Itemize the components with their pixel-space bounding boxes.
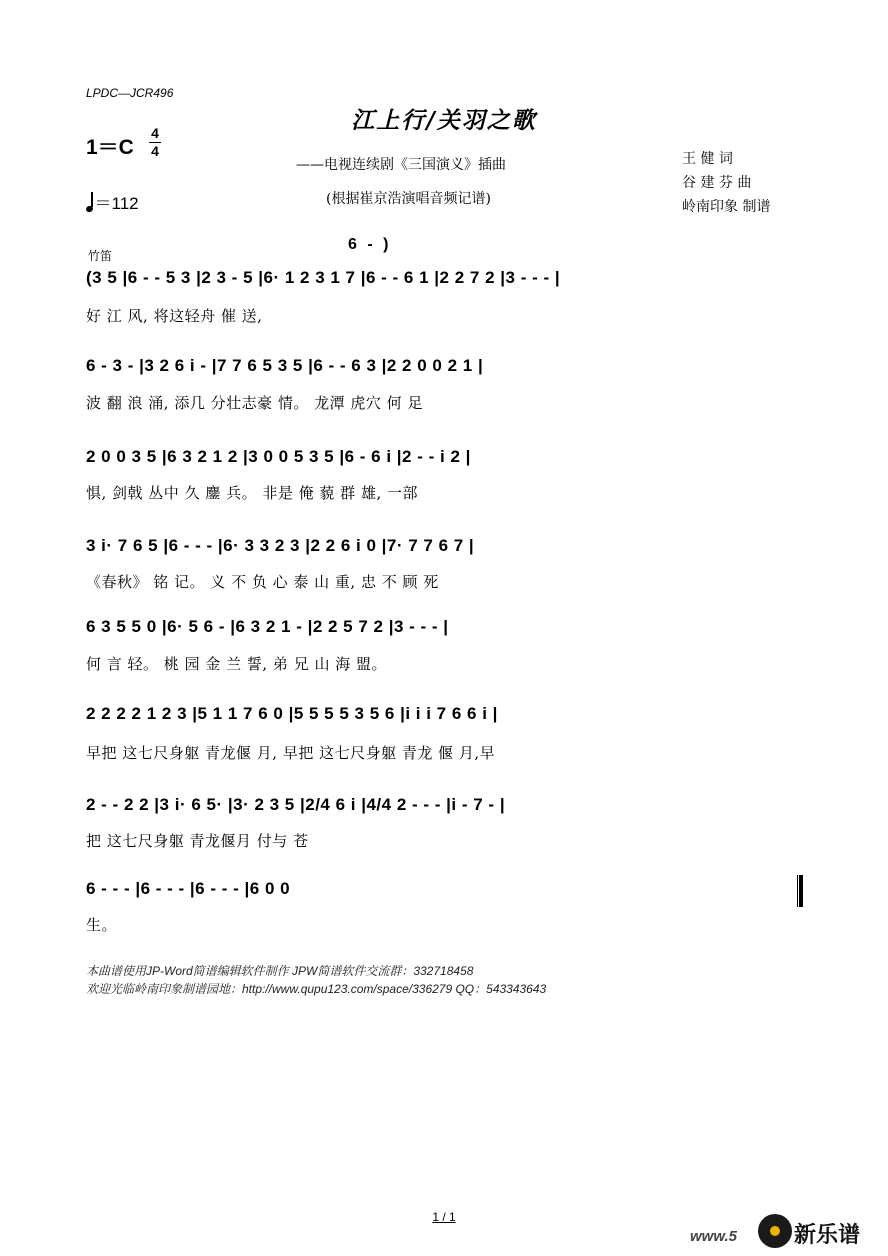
transcription-note: (根据崔京浩演唱音频记谱) — [326, 191, 491, 207]
score-code: LPDC—JCR496 — [86, 86, 174, 100]
quarter-note-icon — [85, 205, 94, 213]
lyricist-credit: 王 健 词 — [682, 151, 733, 167]
notation-line-1: (3 5 |6 - - 5 3 |2 3 - 5 |6· 1 2 3 1 7 |6 - - 6 1 |2 2 7 2 |3 - - - | — [86, 268, 561, 287]
tempo-value: ＝112 — [94, 194, 139, 213]
tempo-marking — [86, 189, 139, 214]
song-subtitle: ——电视连续剧《三国演义》插曲 — [296, 157, 506, 173]
record-logo-icon — [758, 1214, 792, 1248]
instrument-label: 竹笛 — [88, 249, 113, 263]
key-signature: 1＝C — [86, 136, 134, 159]
notation-line-3: 2 0 0 3 5 |6 3 2 1 2 |3 0 0 5 3 5 |6 - 6 i |2 - - i 2 | — [86, 447, 471, 466]
notation-line-6: 2 2 2 2 1 2 3 |5 1 1 7 6 0 |5 5 5 5 3 5 6 |i i i 7 6 6 i | — [86, 704, 498, 723]
time-signature — [149, 126, 161, 159]
lyric-line-6: 早把 这七尺身躯 青龙偃 月, 早把 这七尺身躯 青龙 偃 月,早 — [86, 744, 496, 762]
website-note: 欢迎光临岭南印象制谱园地：http://www.qupu123.com/space/336279 QQ：543343643 — [86, 982, 547, 996]
notation-line-5: 6 3 5 5 0 |6· 5 6 - |6 3 2 1 - |2 2 5 7 2 |3 - - - | — [86, 617, 449, 636]
final-barline — [797, 875, 803, 907]
time-signature-bottom: 4 — [151, 143, 159, 159]
watermark-url: www.5 — [690, 1228, 737, 1245]
intro-end-note: 6 - ) — [348, 236, 392, 253]
time-signature-top: 4 — [151, 125, 159, 141]
lyric-line-1: 好 江 风, 将这轻舟 催 送, — [86, 307, 263, 325]
notation-line-2: 6 - 3 - |3 2 6 i - |7 7 6 5 3 5 |6 - - 6 3 |2 2 0 0 2 1 | — [86, 356, 484, 375]
song-title: 江上行/关羽之歌 — [351, 107, 537, 134]
lyric-line-3: 惧, 剑戟 丛中 久 鏖 兵。 非是 俺 藐 群 雄, 一部 — [86, 484, 418, 502]
lyric-line-8: 生。 — [86, 916, 118, 934]
arranger-credit: 岭南印象 制谱 — [682, 199, 771, 215]
lyric-line-4: 《春秋》 铭 记。 义 不 负 心 泰 山 重, 忠 不 顾 死 — [86, 573, 439, 591]
lyric-line-2: 波 翻 浪 涌, 添几 分壮志豪 情。 龙潭 虎穴 何 足 — [86, 394, 423, 412]
lyric-line-7: 把 这七尺身躯 青龙偃月 付与 苍 — [86, 832, 309, 850]
page-number-text: 1 / 1 — [432, 1210, 456, 1224]
page-number — [0, 1210, 888, 1224]
composer-credit: 谷 建 芬 曲 — [682, 175, 752, 191]
notation-line-8: 6 - - - |6 - - - |6 - - - |6 0 0 — [86, 879, 291, 898]
watermark-site-name: 新乐谱 — [794, 1223, 861, 1248]
lyric-line-5: 何 言 轻。 桃 园 金 兰 誓, 弟 兄 山 海 盟。 — [86, 655, 387, 673]
quarter-note-stem-icon — [91, 192, 93, 207]
software-note: 本曲谱使用JP-Word简谱编辑软件制作 JPW简谱软件交流群：332718458 — [86, 964, 474, 978]
notation-line-7: 2 - - 2 2 |3 i· 6 5· |3· 2 3 5 |2/4 6 i |4/4 2 - - - |i - 7 - | — [86, 795, 506, 814]
notation-line-4: 3 i· 7 6 5 |6 - - - |6· 3 3 2 3 |2 2 6 i 0 |7· 7 7 6 7 | — [86, 536, 475, 555]
